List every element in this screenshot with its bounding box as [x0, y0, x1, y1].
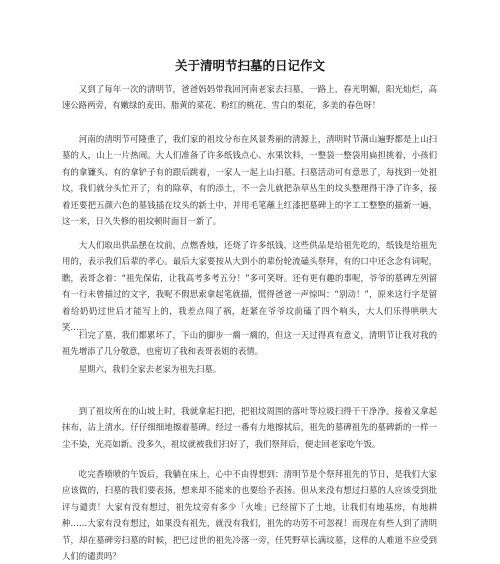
- paragraph-5: 星期六，我们全家去老家为祖先扫墓。: [78, 364, 222, 374]
- paragraph-2: 河南的清明节可隆重了，我们家的祖坟分布在风景秀丽的清源上，清明时节满山遍野都是上山扫墓的人，山上一片热闹。大人们准备了许多纸钱点心、水果饮料，一整袋一整袋用扁担挑着，小孩们有的拿镰头、有的拿铲子有的跟后跳着，一家人一起上山扫墓。扫墓活动可有意思了，每找到一处祖坟，我们就分头忙开了，有的除草，有的添土，不一会儿就把杂草丛生的坟头整理得干净了许多，接着还要把五颜六色的墓钱插在坟头的新土中，并用毛笔蘸上红漆把墓碑上的字工工整整的描新一遍，这一来，日久失修的祖坟顿时面目一新了。: [62, 134, 437, 227]
- document-title: 关于清明节扫墓的日记作文: [174, 58, 325, 73]
- paragraph-4: 扫完了墓，我们都累坏了，下山的脚步一瘸一瘸的，但这一天过得真有意义，清明节让我对我的祖先增添了几分敬意，也密切了我和表哥表姐的表情。: [62, 330, 437, 357]
- paragraph-6: 到了祖坟所在的山坡上时，我就拿起扫把，把祖坟周围的落叶等垃圾扫得干干净净。接着又拿起抹布，沾上清水，仔仔细细地擦着墓碑。经过一番有力地擦拭后，祖先的墓碑祖先的墓碑新的一样一尘不染，光亮如新。没多久，祖坟就被我们扫好了，我们祭拜后，便走回老家吃午饭。: [62, 406, 437, 449]
- paragraph-3: 大人们取出供品摆在坟前，点燃香烛，还烧了许多纸钱，这些供品是给祖先吃的，纸钱是给祖先用的，表示我们后辈的孝心。最后大家要按从大到小的辈份轮流磕头祭拜，有的口中还念念有词呢，瞧，表哥念着：“祖先保佑，让我高考多考五分！”多可笑呀。还有更有趣的事呢，爷爷的墓碑左列留有一行未曾描过的文字，我呢不假思索拿起笔就描，慌得爸爸一声惊叫：“别动！”，原来这行字是留着给奶奶过世后才能写上的，我差点闯了祸，赶紧在爷爷坟前磕了四个响头，大人们乐得哄哄大笑……: [62, 240, 437, 333]
- paragraph-7: 吃完香喷喷的午饭后，我躺在床上，心中不由得想到：清明节是个祭拜祖先的节日，是我们大家应该做的，扫墓的我们要表扬，想来却不能来的也要给予表扬。但从来没有想过扫墓的人应该受到批评与谴责！大家有没有想过，祖先坟旁有多少「火堆」已经留下了土地，让我们有地基房，有地耕种……大家有没有想过，如果没有祖先，就没有我们，祖先的功劳不可忽视！而现在有些人到了清明节，却在墓碑旁扫墓的时候，把已过世的祖先冷落一旁，任凭野草长满坟墓，这样的人难道不应受到人们的谴责吗？: [62, 469, 437, 562]
- paragraph-1: 又到了每年一次的清明节，爸爸妈妈带我回河南老家去扫墓，一路上，春光明媚，阳光灿烂，高速公路两旁，有嫩绿的麦田、脂黄的菜花、粉红的桃花、雪白的梨花，多美的春色呀！: [62, 84, 437, 111]
